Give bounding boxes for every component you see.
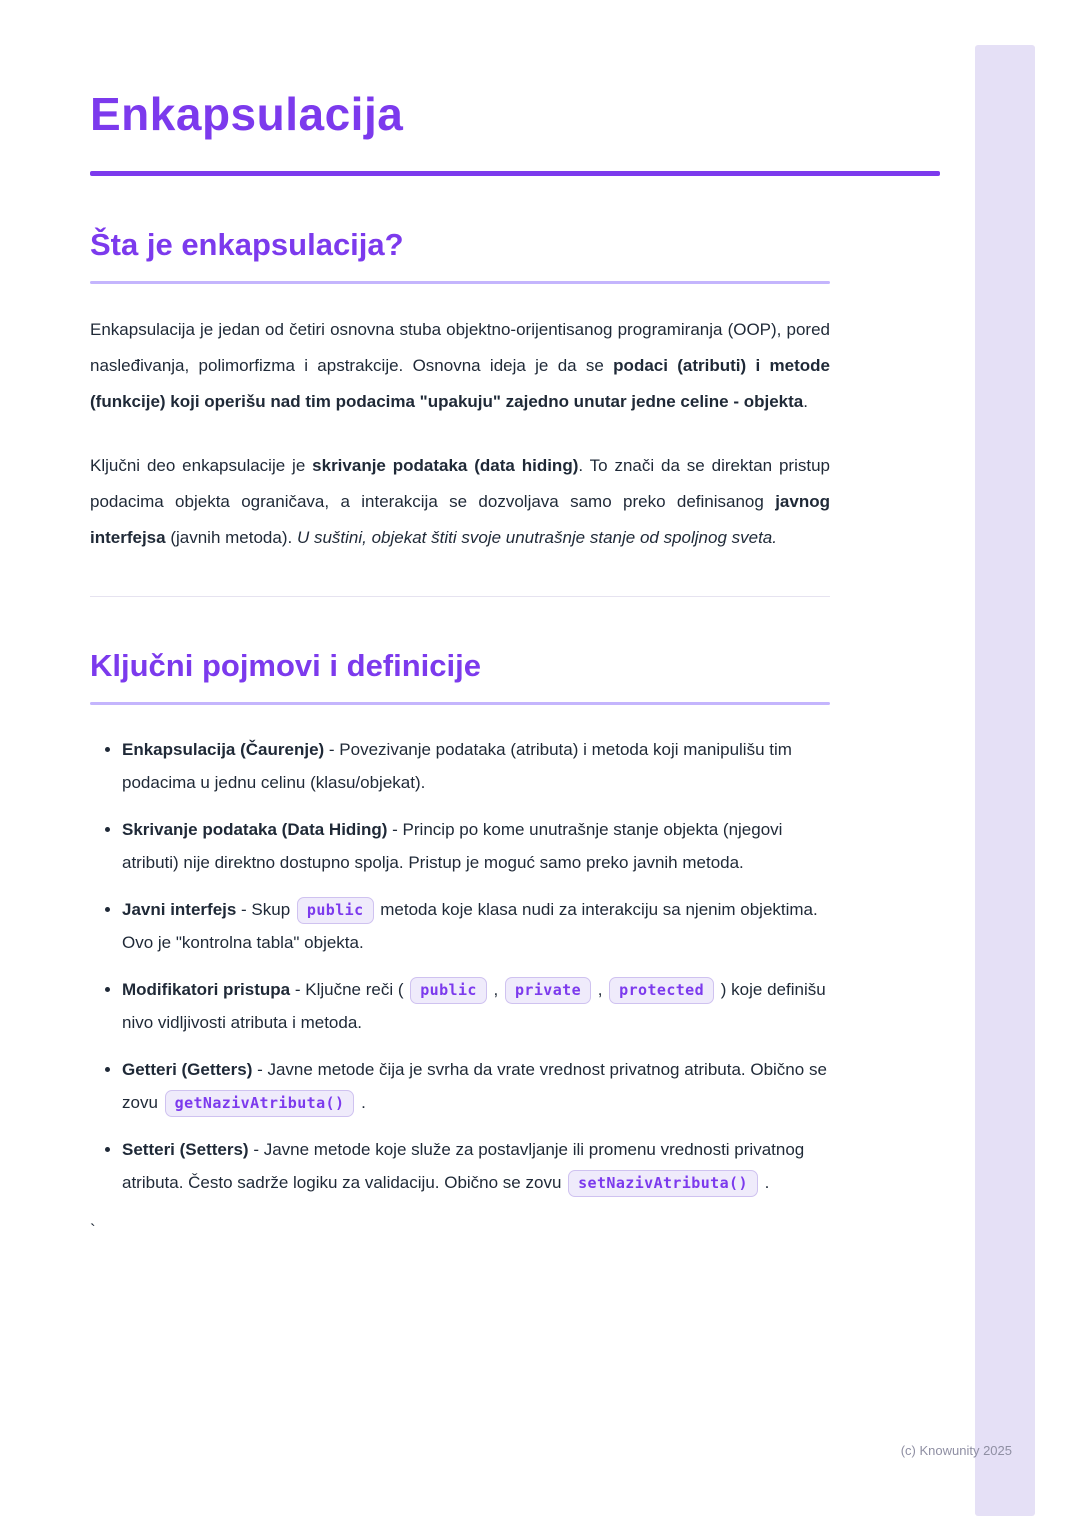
code-chip: private [505, 977, 591, 1004]
title-rule [90, 171, 940, 176]
term-public-interface: • Javni interfejs - Skup public metoda koje klasa nudi za interakciju sa njenim objektima. Ovo je "kontrolna tabla" objekta. [122, 893, 830, 959]
footer-credit: (c) Knowunity 2025 [900, 1443, 1012, 1458]
section-heading-rule [90, 281, 830, 284]
section-key-terms [90, 647, 830, 1241]
section-heading: Šta je enkapsulacija? [90, 226, 404, 262]
paragraph: Enkapsulacija je jedan od četiri osnovna stuba objektno-orijentisanog programiranja (OOP), pored nasleđivanja, polimorfizma i apstrakcije. Osnovna ideja je da se podaci (atributi) i metode (funkcije) koji operišu nad tim podacima "upakuju" zajedno unutar jedne celine - objekta. [90, 320, 830, 412]
code-chip: public [410, 977, 487, 1004]
term-encapsulation: • Enkapsulacija (Čaurenje) - Povezivanje podataka (atributa) i metoda koji manipulišu tim podacima u jednu celinu (klasu/objekat). [122, 733, 830, 799]
section-what-is-encapsulation [90, 226, 830, 556]
section-divider [90, 596, 830, 597]
stray-backtick: ` [90, 1221, 96, 1241]
section-heading-rule [90, 702, 830, 705]
code-chip: protected [609, 977, 714, 1004]
term-access-modifiers: • Modifikatori pristupa - Ključne reči ( public , private , protected ) koje definišu nivo vidljivosti atributa i metoda. [122, 973, 830, 1039]
side-stripe [975, 45, 1035, 1516]
key-terms-list [90, 733, 830, 1199]
term-data-hiding: • Skrivanje podataka (Data Hiding) - Princip po kome unutrašnje stanje objekta (njegovi atributi) nije direktno dostupno spolja. Pristup je moguć samo preko javnih metoda. [122, 813, 830, 879]
page-title: Enkapsulacija [90, 88, 404, 140]
paragraph: Ključni deo enkapsulacije je skrivanje podataka (data hiding). To znači da se direktan pristup podacima objekta ograničava, a interakcija se dozvoljava samo preko definisanog javnog interfejsa (javnih metoda). U suštini, objekat štiti svoje unutrašnje stanje od spoljnog sveta. [90, 456, 830, 548]
term-setters: • Setteri (Setters) - Javne metode koje služe za postavljanje ili promenu vrednosti privatnog atributa. Često sadrže logiku za validaciju. Obično se zovu setNazivAtributa() . [122, 1133, 830, 1199]
document-content [90, 88, 830, 1241]
term-getters: • Getteri (Getters) - Javne metode čija je svrha da vrate vrednost privatnog atributa. Obično se zovu getNazivAtributa() . [122, 1053, 830, 1119]
code-chip: public [297, 897, 374, 924]
code-chip: setNazivAtributa() [568, 1170, 758, 1197]
section-heading: Ključni pojmovi i definicije [90, 648, 481, 684]
code-chip: getNazivAtributa() [165, 1090, 355, 1117]
